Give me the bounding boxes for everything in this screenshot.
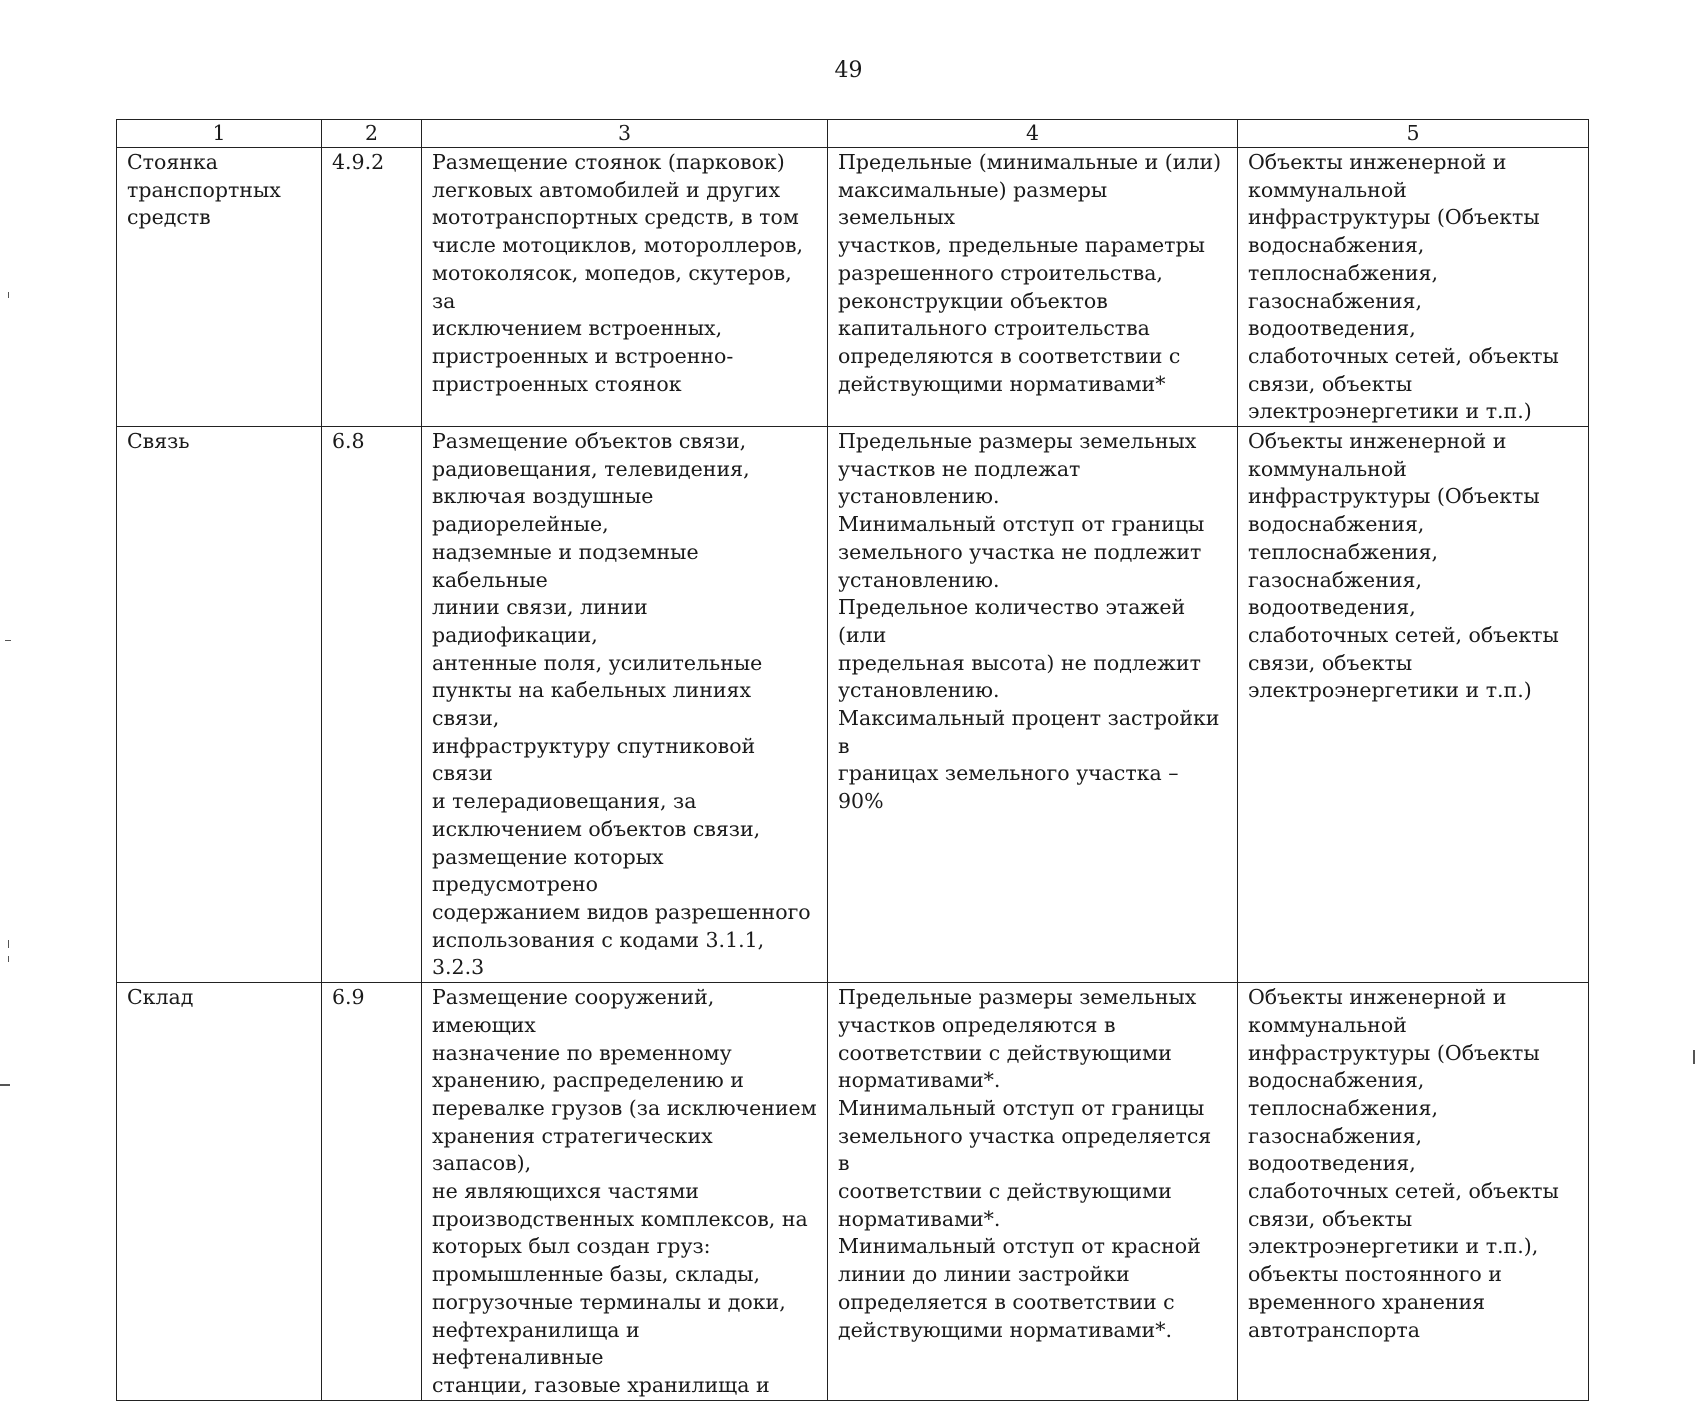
scan-mark <box>5 640 11 641</box>
table-row <box>117 148 1589 427</box>
cell-use-description: Размещение объектов связи, радиовещания, телевидения, включая воздушные радиорелейные, надземные и подземные кабельные линии связи, линии радиофикации, антенные поля, усилительные пункты на кабельных линиях связи, инфраструктуру спутниковой связи и телерадиовещания, за исключением объектов связи, размещение которых предусмотрено содержанием видов разрешенного использования с кодами 3.1.1, 3.2.3 <box>422 427 828 983</box>
column-header-5: 5 <box>1238 120 1589 148</box>
column-header-2: 2 <box>322 120 422 148</box>
column-header-1: 1 <box>117 120 322 148</box>
cell-use-parameters: Предельные (минимальные и (или) максимальные) размеры земельных участков, предельные параметры разрешенного строительства, реконструкции объектов капитального строительства определяются в соответствии с действующими нормативами* <box>828 148 1238 427</box>
cell-use-code: 6.9 <box>322 983 422 1401</box>
table-row <box>117 983 1589 1401</box>
scan-mark <box>8 956 9 962</box>
scan-mark <box>0 1084 10 1086</box>
cell-use-code: 4.9.2 <box>322 148 422 427</box>
cell-use-description: Размещение сооружений, имеющих назначение по временному хранению, распределению и перевалке грузов (за исключением хранения стратегических запасов), не являющихся частями производственных комплексов, на которых был создан груз: промышленные базы, склады, погрузочные терминалы и доки, нефтехранилища и нефтеналивные станции, газовые хранилища и <box>422 983 828 1401</box>
table-row <box>117 427 1589 983</box>
table-header-row <box>117 120 1589 148</box>
scan-mark <box>8 940 9 948</box>
column-header-4: 4 <box>828 120 1238 148</box>
cell-use-parameters: Предельные размеры земельных участков не подлежат установлению. Минимальный отступ от границы земельного участка не подлежит установлению. Предельное количество этажей (или предельная высота) не подлежит установлению. Максимальный процент застройки в границах земельного участка – 90% <box>828 427 1238 983</box>
scan-mark <box>1693 1050 1695 1064</box>
column-header-3: 3 <box>422 120 828 148</box>
cell-use-name: Связь <box>117 427 322 983</box>
cell-use-parameters: Предельные размеры земельных участков определяются в соответствии с действующими нормативами*. Минимальный отступ от границы земельного участка определяется в соответствии с действующими нормативами*. Минимальный отступ от красной линии до линии застройки определяется в соответствии с действующими нормативами*. <box>828 983 1238 1401</box>
cell-use-description: Размещение стоянок (парковок) легковых автомобилей и других мототранспортных средств, в том числе мотоциклов, мотороллеров, мотоколясок, мопедов, скутеров, за исключением встроенных, пристроенных и встроенно- пристроенных стоянок <box>422 148 828 427</box>
cell-use-code: 6.8 <box>322 427 422 983</box>
zoning-table <box>116 119 1589 1401</box>
page-number: 49 <box>834 58 863 83</box>
scan-mark <box>8 292 9 298</box>
cell-use-name: Стоянка транспортных средств <box>117 148 322 427</box>
cell-auxiliary-uses: Объекты инженерной и коммунальной инфраструктуры (Объекты водоснабжения, теплоснабжения, газоснабжения, водоотведения, слаботочных сетей, объекты связи, объекты электроэнергетики и т.п.), объекты постоянного и временного хранения автотранспорта <box>1238 983 1589 1401</box>
cell-auxiliary-uses: Объекты инженерной и коммунальной инфраструктуры (Объекты водоснабжения, теплоснабжения, газоснабжения, водоотведения, слаботочных сетей, объекты связи, объекты электроэнергетики и т.п.) <box>1238 427 1589 983</box>
cell-auxiliary-uses: Объекты инженерной и коммунальной инфраструктуры (Объекты водоснабжения, теплоснабжения, газоснабжения, водоотведения, слаботочных сетей, объекты связи, объекты электроэнергетики и т.п.) <box>1238 148 1589 427</box>
cell-use-name: Склад <box>117 983 322 1401</box>
